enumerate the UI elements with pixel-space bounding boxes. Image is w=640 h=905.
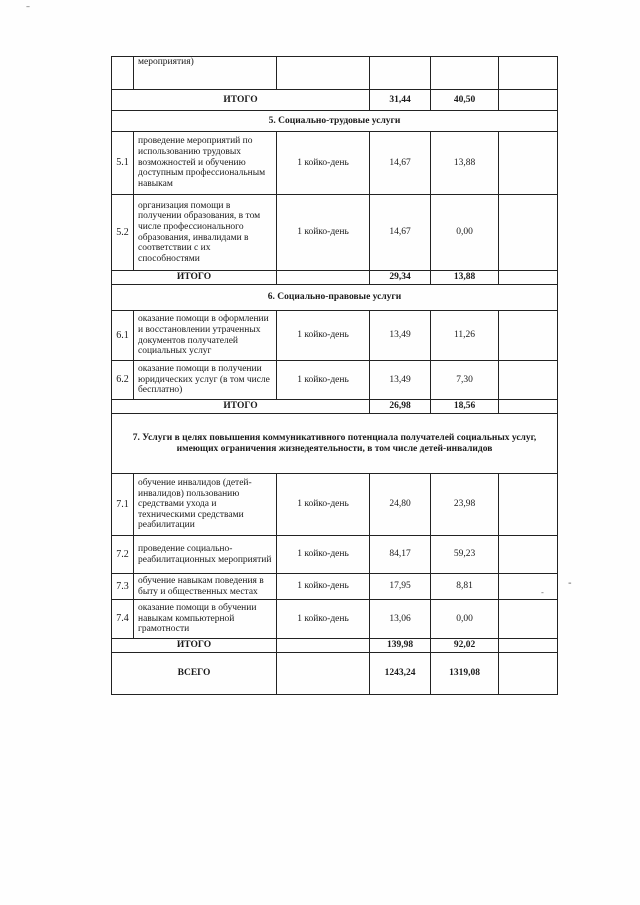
total-row	[112, 90, 558, 111]
row-v1: 13,49	[370, 361, 431, 400]
row-v2: 11,26	[431, 311, 499, 361]
cell-extra	[499, 574, 558, 600]
row-v1: 13,49	[370, 311, 431, 361]
row-num: 7.3	[112, 574, 134, 600]
row-desc: оказание помощи в получении юридических услуг (в том числе бесплатно)	[134, 361, 277, 400]
row-unit: 1 койко-день	[277, 132, 370, 195]
row-num: 7.2	[112, 536, 134, 574]
grand-total-v1: 1243,24	[370, 653, 431, 695]
row-unit: 1 койко-день	[277, 600, 370, 639]
total-v2: 18,56	[431, 400, 499, 414]
scan-mark-right-small: -	[541, 588, 544, 597]
table-row	[112, 474, 558, 536]
row-v2: 0,00	[431, 600, 499, 639]
row-desc: проведение социально-реабилитационных мероприятий	[134, 536, 277, 574]
section-header-row	[112, 414, 558, 474]
row-unit: 1 койко-день	[277, 361, 370, 400]
section-header-row	[112, 285, 558, 311]
table-row	[112, 195, 558, 271]
row-unit: 1 койко-день	[277, 574, 370, 600]
row-num: 5.2	[112, 195, 134, 271]
row-v1: 14,67	[370, 195, 431, 271]
cell-num	[112, 57, 134, 90]
total-label: ИТОГО	[112, 271, 277, 285]
row-v1: 13,06	[370, 600, 431, 639]
row-v1: 17,95	[370, 574, 431, 600]
cell-extra	[499, 653, 558, 695]
cell-extra	[499, 90, 558, 111]
row-num: 7.1	[112, 474, 134, 536]
row-v2: 23,98	[431, 474, 499, 536]
grand-total-row	[112, 653, 558, 695]
row-num: 5.1	[112, 132, 134, 195]
cell-extra	[499, 474, 558, 536]
row-unit: 1 койко-день	[277, 474, 370, 536]
cell-extra	[499, 311, 558, 361]
grand-total-label: ВСЕГО	[112, 653, 277, 695]
table-row	[112, 311, 558, 361]
row-desc: проведение мероприятий по использованию трудовых возможностей и обучению доступным профессиональным навыкам	[134, 132, 277, 195]
row-unit: 1 койко-день	[277, 536, 370, 574]
table-row	[112, 536, 558, 574]
table-row	[112, 600, 558, 639]
table-row	[112, 361, 558, 400]
total-label: ИТОГО	[112, 400, 370, 414]
section-header-row	[112, 111, 558, 132]
cell-extra	[499, 400, 558, 414]
cell-extra	[499, 132, 558, 195]
cell-unit	[277, 639, 370, 653]
row-v1: 14,67	[370, 132, 431, 195]
row-unit: 1 койко-день	[277, 195, 370, 271]
table-row	[112, 132, 558, 195]
total-v1: 29,34	[370, 271, 431, 285]
cell-extra	[499, 57, 558, 90]
total-v1: 139,98	[370, 639, 431, 653]
row-desc: обучение инвалидов (детей-инвалидов) пользованию средствами ухода и техническими средствами реабилитации	[134, 474, 277, 536]
row-num: 6.1	[112, 311, 134, 361]
total-row	[112, 400, 558, 414]
section-title: 7. Услуги в целях повышения коммуникативного потенциала получателей социальных услуг, имеющих ограничения жизнедеятельности, в том числе детей-инвалидов	[112, 414, 558, 474]
cell-extra	[499, 639, 558, 653]
cell-desc: мероприятия)	[134, 57, 277, 90]
scan-mark-top-left: –	[26, 2, 30, 11]
row-v2: 8,81	[431, 574, 499, 600]
total-v2: 13,88	[431, 271, 499, 285]
total-row	[112, 271, 558, 285]
total-label: ИТОГО	[112, 639, 277, 653]
row-v1: 24,80	[370, 474, 431, 536]
total-row	[112, 639, 558, 653]
cell-extra	[499, 271, 558, 285]
row-v2: 13,88	[431, 132, 499, 195]
row-v2: 0,00	[431, 195, 499, 271]
section-title: 6. Социально-правовые услуги	[112, 285, 558, 311]
cell-v1	[370, 57, 431, 90]
cell-extra	[499, 600, 558, 639]
cell-extra	[499, 361, 558, 400]
cell-unit	[277, 271, 370, 285]
cell-unit	[277, 653, 370, 695]
row-desc: обучение навыкам поведения в быту и общественных местах	[134, 574, 277, 600]
total-v1: 31,44	[370, 90, 431, 111]
total-v2: 92,02	[431, 639, 499, 653]
total-v1: 26,98	[370, 400, 431, 414]
row-v2: 7,30	[431, 361, 499, 400]
cell-extra	[499, 195, 558, 271]
row-unit: 1 койко-день	[277, 311, 370, 361]
row-v2: 59,23	[431, 536, 499, 574]
total-v2: 40,50	[431, 90, 499, 111]
total-label: ИТОГО	[112, 90, 370, 111]
scan-mark-right: -	[568, 578, 572, 589]
cell-unit	[277, 57, 370, 90]
row-num: 6.2	[112, 361, 134, 400]
row-desc: оказание помощи в оформлении и восстановлении утраченных документов получателей социальных услуг	[134, 311, 277, 361]
row-desc: оказание помощи в обучении навыкам компьютерной грамотности	[134, 600, 277, 639]
row-num: 7.4	[112, 600, 134, 639]
services-table	[111, 56, 558, 695]
table-row-fragment	[112, 57, 558, 90]
cell-extra	[499, 536, 558, 574]
grand-total-v2: 1319,08	[431, 653, 499, 695]
cell-v2	[431, 57, 499, 90]
row-v1: 84,17	[370, 536, 431, 574]
table-row	[112, 574, 558, 600]
section-title: 5. Социально-трудовые услуги	[112, 111, 558, 132]
row-desc: организация помощи в получении образования, в том числе профессионального образования, инвалидами в соответствии с их способностями	[134, 195, 277, 271]
